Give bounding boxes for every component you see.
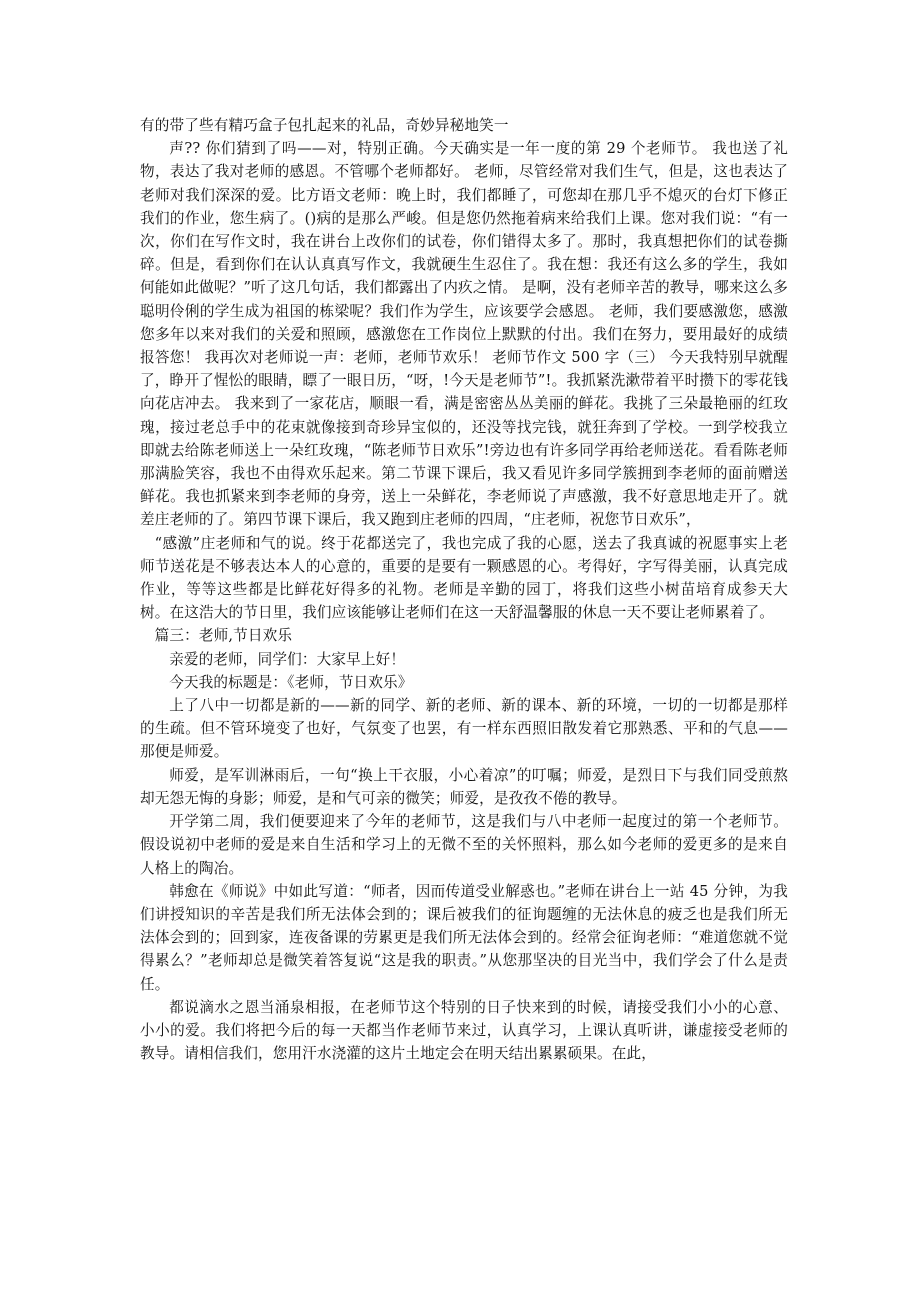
document-body [140, 114, 788, 1065]
paragraph: 今天我的标题是：《老师，节日欢乐》 [169, 673, 413, 691]
paragraph: 韩愈在《师说》中如此写道：“师者，因而传道受业解惑也。”老师在讲台上一站 45 分钟，为我们讲授知识的辛苦是我们所无法体会到的；课后被我们的征询题缠的无法休息的疲乏也是我们所无法体会到的；回到家，连夜备课的劳累更是我们所无法体会到的。经常会征询老师：“难道您就不觉得累么？”老师却总是微笑着答复说“这是我的职责。”从您那坚决的目光当中，我们学会了什么是责任。 [140, 882, 788, 993]
paragraph: 师爱，是军训淋雨后，一句“换上干衣服，小心着凉”的叮嘱；师爱，是烈日下与我们同受煎熬却无怨无悔的身影；师爱，是和气可亲的微笑；师爱，是孜孜不倦的教导。 [140, 766, 788, 807]
paragraph: 声?? 你们猜到了吗——对，特别正确。今天确实是一年一度的第 29 个老师节。 我也送了礼物，表达了我对老师的感恩。不管哪个老师都好。 老师，尽管经常对我们生气，但是，这也表达了老师对我们深深的爱。比方语文老师：晚上时，我们都睡了，可您却在那几乎不熄灭的台灯下修正我们的作业，您生病了。()病的是那么严峻。但是您仍然拖着病来给我们上课。您对我们说：“有一次，你们在写作文时，我在讲台上改你们的试卷，你们错得太多了。那时，我真想把你们的试卷撕碎。但是，看到你们在认认真真写作文，我就硬生生忍住了。我在想：我还有这么多的学生，我如何能如此做呢？”听了这几句话，我们都露出了内疚之情。 是啊，没有老师辛苦的教导，哪来这么多聪明伶俐的学生成为祖国的栋梁呢？我们作为学生，应该要学会感恩。 老师，我们要感激您，感激您多年以来对我们的关爱和照顾，感激您在工作岗位上默默的付出。我们在努力，要用最好的成绩报答您！ 我再次对老师说一声：老师，老师节欢乐！ 老师节作文 500 字（三） 今天我特别早就醒了，睁开了惺忪的眼睛，瞟了一眼日历，“呀，!今天是老师节”!。我抓紧洗漱带着平时攒下的零花钱向花店冲去。 我来到了一家花店，顺眼一看，满是密密丛丛美丽的鲜花。我挑了三朵最艳丽的红玫瑰，接过老总手中的花束就像接到奇珍异宝似的，还没等找完钱，就狂奔到了学校。一到学校我立即就去给陈老师送上一朵红玫瑰，“陈老师节日欢乐”!旁边也有许多同学再给老师送花。看看陈老师那满脸笑容，我也不由得欢乐起来。第二节课下课后，我又看见许多同学簇拥到李老师的面前赠送鲜花。我也抓紧来到李老师的身旁，送上一朵鲜花，李老师说了声感激，我不好意思地走开了。就差庄老师的了。第四节课下课后，我又跑到庄老师的四周，“庄老师，祝您节日欢乐”， [140, 140, 788, 529]
paragraph: 有的带了些有精巧盒子包扎起来的礼品，奇妙异秘地笑一 [140, 117, 509, 134]
paragraph: 开学第二周，我们便要迎来了今年的老师节，这是我们与八中老师一起度过的第一个老师节。假设说初中老师的爱是来自生活和学习上的无微不至的关怀照料，那么如今老师的爱更多的是来自人格上的陶冶。 [140, 813, 788, 877]
paragraph: 都说滴水之恩当涌泉相报，在老师节这个特别的日子快来到的时候，请接受我们小小的心意、小小的爱。我们将把今后的每一天都当作老师节来过，认真学习，上课认真听讲，谦虚接受老师的教导。请相信我们，您用汗水浇灌的这片土地定会在明天结出累累硕果。在此， [140, 998, 788, 1063]
paragraph: 篇三：老师,节日欢乐 [154, 627, 293, 645]
paragraph: 上了八中一切都是新的——新的同学、新的老师、新的课本、新的环境，一切的一切都是那样的生疏。但不管环境变了也好，气氛变了也罢，有一样东西照旧散发着它那熟悉、平和的气息——那便是师爱。 [140, 697, 788, 761]
paragraph: “感激”庄老师和气的说。终于花都送完了，我也完成了我的心愿，送去了我真诚的祝愿事实上老师节送花是不够表达本人的心意的，重要的是要有一颗感恩的心。考得好，字写得美丽，认真完成作业，等等这些都是比鲜花好得多的礼物。老师是辛勤的园丁，将我们这些小树苗培育成参天大树。在这浩大的节日里，我们应该能够让老师们在这一天舒温馨服的休息一天不要让老师累着了。 [140, 534, 788, 622]
paragraph: 亲爱的老师，同学们：大家早上好！ [169, 650, 406, 668]
